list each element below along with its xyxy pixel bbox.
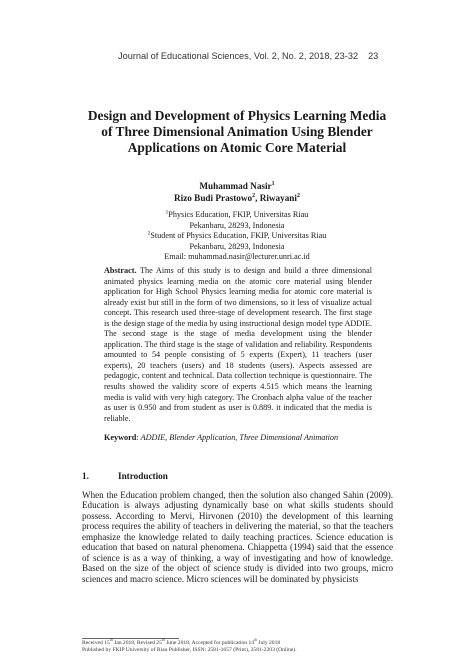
author-name: Muhammad Nasir [199, 181, 272, 191]
keywords-separator: : [136, 433, 141, 442]
author-affil-marker: 2 [296, 192, 300, 199]
published-line: Published by FKIP University of Riau Publisher, ISSN: 2581-1657 (Print), 2581-2203 (Online). [82, 647, 297, 654]
keywords [104, 433, 404, 442]
author-line [100, 180, 374, 192]
affiliation-line: Pekanbaru, 28293, Indonesia [189, 241, 285, 251]
abstract-text: The Aims of this study is to design and build a three dimensional animated physics learning media on the atomic core material using blender application for High School Physics learning media for atomic core material is already exist but still in the form of two dimensions, so it less of visualize actual concept. This research used three-stage of development research. The first stage is the design stage of the media by using instructional design model type ADDIE. The second stage is the stage of media development using the blender application. The third stage is the stage of validation and reliability. Respondents amounted to 54 people consisting of 5 experts (Expert), 11 teachers (user experts), 20 teachers (users) and 18 students (users). Aspects assessed are pedagogic, content and technical. Data collection technique is questionnaire. The results showed the validity score of experts 4.515 which means the learning media is valid with very high category. The Cronbach alpha value of the teacher as user is 0.950 and from student as user is 0.889. it indicated that the media is reliable. [104, 266, 372, 423]
title-line: Design and Development of Physics Learning Media [87, 108, 387, 123]
keywords-label: Keyword [104, 433, 137, 442]
affiliation-line [120, 210, 354, 221]
page-number: 23 [368, 51, 379, 61]
footnote-text: June 2018, Accepted for publication 14 [164, 640, 255, 646]
footnote-sup: th [109, 638, 113, 643]
author-affil-marker: 1 [271, 180, 275, 187]
section-title: Introduction [118, 471, 168, 481]
footnote-text: Received 15 [82, 640, 110, 646]
abstract [104, 266, 372, 424]
affiliation-line: Pekanbaru, 28293, Indonesia [189, 220, 285, 230]
author-line [100, 192, 374, 204]
affil-marker: 1 [165, 209, 169, 216]
footnote-text: Jan 2018, Revised 25 [112, 640, 162, 646]
footnote-text: July 2018 [256, 640, 281, 646]
affiliation-text: Student of Physics Education, FKIP, Universitas Riau [150, 231, 327, 241]
email-line: Email: muhammad.nasir@lecturer.unri.ac.id [164, 252, 310, 262]
author-name: Riwayani [259, 193, 297, 203]
author-separator: , [255, 193, 260, 203]
section-heading [82, 471, 168, 481]
running-header [118, 51, 388, 61]
author-list [100, 180, 374, 204]
journal-citation: Journal of Educational Sciences, Vol. 2, No. 2, 2018, 23-32 [118, 51, 359, 61]
affiliation-line [120, 231, 354, 242]
author-affil-marker: 2 [252, 192, 256, 199]
footnote [82, 640, 402, 655]
title-line: Applications on Atomic Core Material [127, 140, 347, 155]
affil-marker: 2 [147, 230, 151, 237]
title-line: of Three Dimensional Animation Using Blender [101, 124, 373, 139]
paper-title [78, 108, 396, 156]
intro-paragraph: When the Education problem changed, then the solution also changed Sahin (2009). Education is always adjusting dynamically base on what skills students should possess. According to Mervi, Hirvonen (2010) the development of this learning process requires the ability of teachers in delivering the material, so that the teachers emphasize the knowledge related to daily teaching practices. Science education is education that based on natural phenomena. Chiappetta (1994) said that the essence of science is as a way of thinking, a way of investigating and how of knowledge. Based on the size of the object of science study is divided into two groups, micro sciences and macro science. Micro sciences will be dominated by physicists [82, 490, 393, 584]
author-name: Rizo Budi Prastowo [174, 193, 253, 203]
abstract-label: Abstract. [104, 266, 137, 275]
affiliation-text: Physics Education, FKIP, Universitas Riau [168, 210, 309, 219]
footnote-sup: th [254, 638, 257, 643]
footnote-sup: th [161, 638, 165, 643]
keywords-text: ADDIE, Blender Application, Three Dimensional Animation [140, 433, 339, 442]
section-number: 1. [82, 471, 89, 481]
affiliations [120, 210, 354, 263]
